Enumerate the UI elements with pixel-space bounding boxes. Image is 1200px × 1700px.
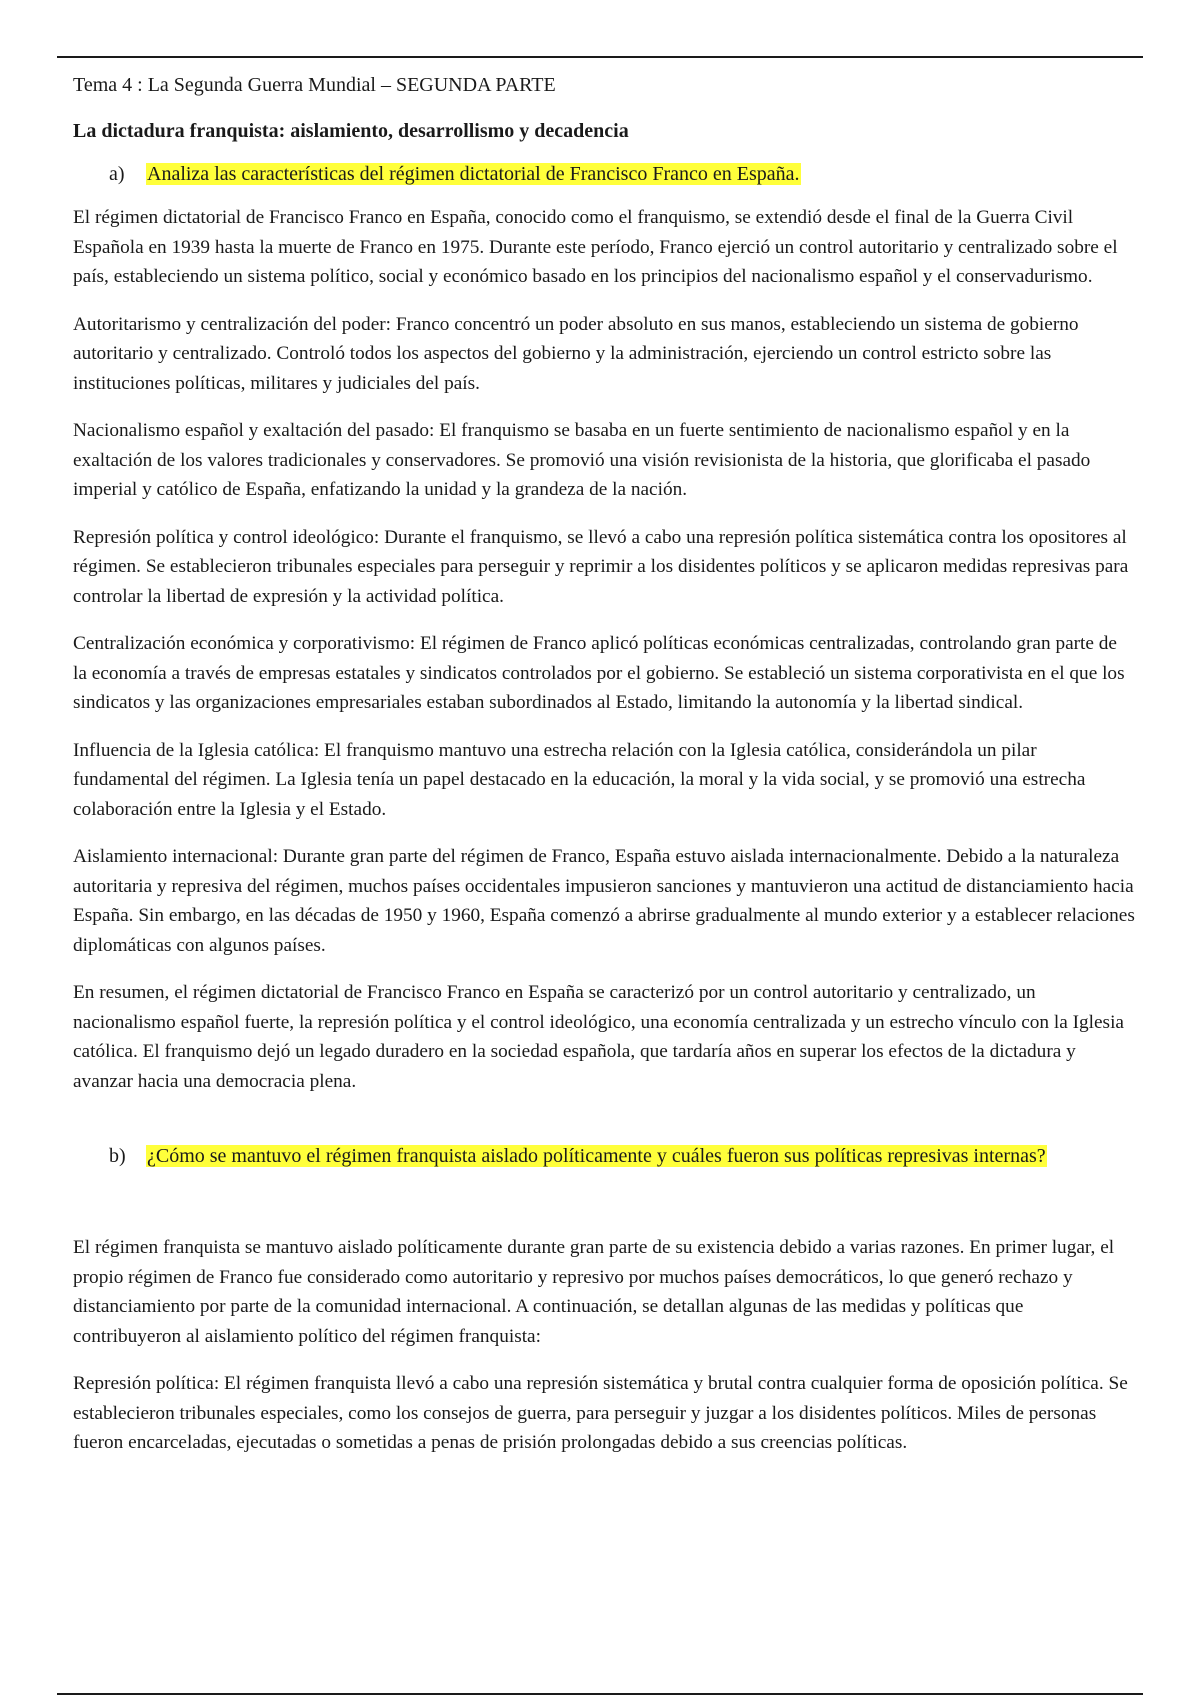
paragraph-a-4: Represión política y control ideológico: Durante el franquismo, se llevó a cabo una represión política sistemática contra los opositores al régimen. Se establecieron tribunales especiales para perseguir y reprimir a los disidentes políticos y se aplicaron medidas represivas para controlar la libertad de expresión y la actividad política.	[73, 526, 1129, 607]
question-b-text: ¿Cómo se mantuvo el régimen franquista aislado políticamente y cuáles fueron sus políticas represivas internas?	[147, 1145, 1046, 1167]
paragraph-a-5: Centralización económica y corporativismo: El régimen de Franco aplicó políticas económicas centralizadas, controlando gran parte de la economía a través de empresas estatales y sindicatos controlados por el gobierno. Se estableció un sistema corporativista en el que los sindicatos y las organizaciones empresariales estaban subordinados al Estado, limitando la autonomía y la libertad sindical.	[73, 633, 1125, 713]
question-a-marker: a)	[109, 163, 125, 185]
paragraph-b-2: Represión política: El régimen franquista llevó a cabo una represión sistemática y brutal contra cualquier forma de oposición política. Se establecieron tribunales especiales, como los consejos de guerra, para perseguir y juzgar a los disidentes políticos. Miles de personas fueron encarceladas, ejecutadas o sometidas a penas de prisión prolongadas debido a sus creencias políticas.	[73, 1373, 1128, 1453]
paragraph-a-2: Autoritarismo y centralización del poder: Franco concentró un poder absoluto en sus manos, estableciendo un sistema de gobierno autoritario y centralizado. Controló todos los aspectos del gobierno y la administración, ejerciendo un control estricto sobre las instituciones políticas, militares y judiciales del país.	[73, 313, 1079, 394]
question-a-text: Analiza las características del régimen dictatorial de Francisco Franco en España.	[147, 163, 800, 185]
paragraph-a-8: En resumen, el régimen dictatorial de Francisco Franco en España se caracterizó por un control autoritario y centralizado, un nacionalismo español fuerte, la represión política y el control ideológico, una economía centralizada y un estrecho vínculo con la Iglesia católica. El franquismo dejó un legado duradero en la sociedad española, que tardaría años en superar los efectos de la dictadura y avanzar hacia una democracia plena.	[73, 982, 1124, 1092]
document-body	[73, 70, 1135, 1476]
document-header: Tema 4 : La Segunda Guerra Mundial – SEGUNDA PARTE	[73, 74, 556, 96]
question-b	[73, 1142, 1135, 1171]
paragraph-a-6: Influencia de la Iglesia católica: El franquismo mantuvo una estrecha relación con la Iglesia católica, considerándola un pilar fundamental del régimen. La Iglesia tenía un papel destacado en la educación, la moral y la vida social, y se promovió una estrecha colaboración entre la Iglesia y el Estado.	[73, 739, 1086, 820]
paragraph-a-7: Aislamiento internacional: Durante gran parte del régimen de Franco, España estuvo aislada internacionalmente. Debido a la naturaleza autoritaria y represiva del régimen, muchos países occidentales impusieron sanciones y mantuvieron una actitud de distanciamiento hacia España. Sin embargo, en las décadas de 1950 y 1960, España comenzó a abrirse gradualmente al mundo exterior y a establecer relaciones diplomáticas con algunos países.	[73, 846, 1135, 956]
bottom-rule	[57, 1693, 1143, 1695]
paragraph-a-1: El régimen dictatorial de Francisco Franco en España, conocido como el franquismo, se extendió desde el final de la Guerra Civil Española en 1939 hasta la muerte de Franco en 1975. Durante este período, Franco ejerció un control autoritario y centralizado sobre el país, estableciendo un sistema político, social y económico basado en los principios del nacionalismo español y el conservadurismo.	[73, 207, 1118, 287]
top-rule	[57, 56, 1143, 58]
paragraph-a-3: Nacionalismo español y exaltación del pasado: El franquismo se basaba en un fuerte sentimiento de nacionalismo español y en la exaltación de los valores tradicionales y conservadores. Se promovió una visión revisionista de la historia, que glorificaba el pasado imperial y católico de España, enfatizando la unidad y la grandeza de la nación.	[73, 420, 1091, 500]
question-b-marker: b)	[109, 1145, 126, 1167]
document-subtitle: La dictadura franquista: aislamiento, desarrollismo y decadencia	[73, 120, 629, 142]
question-a	[73, 160, 1135, 189]
paragraph-b-1: El régimen franquista se mantuvo aislado políticamente durante gran parte de su existencia debido a varias razones. En primer lugar, el propio régimen de Franco fue considerado como autoritario y represivo por muchos países democráticos, lo que generó rechazo y distanciamiento por parte de la comunidad internacional. A continuación, se detallan algunas de las medidas y políticas que contribuyeron al aislamiento político del régimen franquista:	[73, 1237, 1115, 1347]
